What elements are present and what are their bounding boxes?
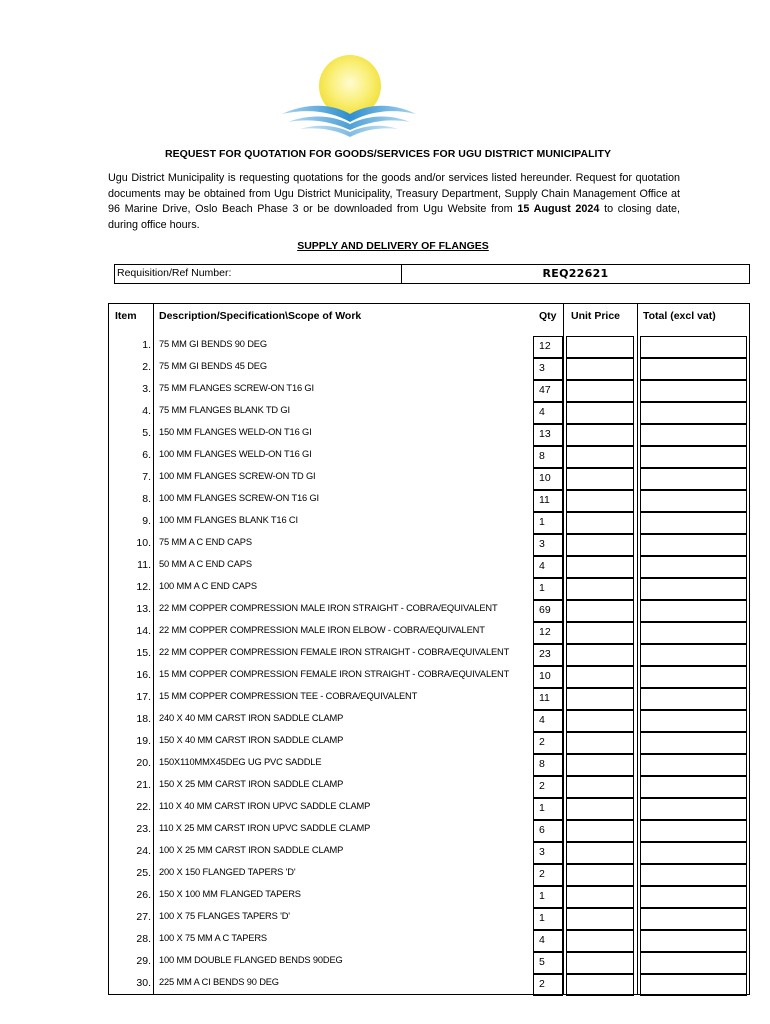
unit-price-cell-box [566, 512, 634, 534]
item-qty: 2 [539, 978, 545, 990]
item-number: 10. [136, 537, 151, 549]
item-qty: 3 [539, 846, 545, 858]
unit-price-cell-box [566, 644, 634, 666]
item-number: 11. [137, 559, 151, 571]
total-cell-box [640, 820, 747, 842]
item-qty: 4 [539, 714, 545, 726]
total-cell-box [640, 952, 747, 974]
total-cell-box [640, 644, 747, 666]
qty-cell-box [533, 820, 563, 842]
unit-price-cell-box [566, 534, 634, 556]
qty-cell-box [533, 886, 563, 908]
total-cell-box [640, 600, 747, 622]
unit-price-cell-box [566, 908, 634, 930]
intro-text: Ugu District Municipality is requesting quotations for the goods and/or services listed hereunder. Request for quotation documents may be obtained from Ugu District Municipality, Treasury Department, Supply Chain Management Office at 96 Marine Drive, Oslo Beach Phase 3 or be downloaded from Ugu Website from [108, 172, 680, 215]
item-description: 22 MM COPPER COMPRESSION MALE IRON STRAIGHT - COBRA/EQUIVALENT [159, 603, 498, 613]
item-description: 150 MM FLANGES WELD-ON T16 GI [159, 427, 312, 437]
unit-price-cell-box [566, 930, 634, 952]
total-cell-box [640, 380, 747, 402]
item-qty: 5 [539, 956, 545, 968]
item-description: 150 X 25 MM CARST IRON SADDLE CLAMP [159, 779, 344, 789]
item-qty: 8 [539, 450, 545, 462]
unit-price-cell-box [566, 710, 634, 732]
item-qty: 23 [539, 648, 551, 660]
total-cell-box [640, 468, 747, 490]
unit-price-cell-box [566, 688, 634, 710]
item-qty: 10 [539, 670, 551, 682]
item-number: 1. [142, 339, 151, 351]
qty-cell-box [533, 908, 563, 930]
item-number: 5. [142, 427, 151, 439]
qty-cell-box [533, 358, 563, 380]
item-description: 100 X 75 MM A C TAPERS [159, 933, 267, 943]
item-number: 20. [136, 757, 151, 769]
total-cell-box [640, 886, 747, 908]
unit-price-cell-box [566, 886, 634, 908]
item-qty: 12 [539, 340, 551, 352]
item-description: 100 X 25 MM CARST IRON SADDLE CLAMP [159, 845, 344, 855]
item-qty: 1 [539, 802, 545, 814]
item-description: 15 MM COPPER COMPRESSION FEMALE IRON STRAIGHT - COBRA/EQUIVALENT [159, 669, 510, 679]
qty-cell-box [533, 688, 563, 710]
item-description: 50 MM A C END CAPS [159, 559, 252, 569]
total-cell-box [640, 534, 747, 556]
item-description: 110 X 25 MM CARST IRON UPVC SADDLE CLAMP [159, 823, 371, 833]
total-cell-box [640, 732, 747, 754]
item-number: 16. [136, 669, 151, 681]
header-qty: Qty [539, 310, 557, 322]
item-qty: 13 [539, 428, 551, 440]
item-description: 150X110MMX45DEG UG PVC SADDLE [159, 757, 322, 767]
total-cell-box [640, 556, 747, 578]
qty-cell-box [533, 710, 563, 732]
total-cell-box [640, 512, 747, 534]
item-qty: 4 [539, 406, 545, 418]
unit-price-cell-box [566, 468, 634, 490]
reference-label: Requisition/Ref Number: [115, 265, 402, 283]
unit-price-cell-box [566, 776, 634, 798]
qty-cell-box [533, 468, 563, 490]
qty-cell-box [533, 842, 563, 864]
item-qty: 4 [539, 934, 545, 946]
item-description: 100 X 75 FLANGES TAPERS 'D' [159, 911, 290, 921]
qty-cell-box [533, 534, 563, 556]
total-cell-box [640, 974, 747, 996]
qty-cell-box [533, 930, 563, 952]
unit-price-cell-box [566, 974, 634, 996]
intro-date: 15 August 2024 [517, 203, 600, 215]
item-number: 26. [136, 889, 151, 901]
qty-cell-box [533, 490, 563, 512]
item-number: 22. [136, 801, 151, 813]
total-cell-box [640, 798, 747, 820]
item-description: 240 X 40 MM CARST IRON SADDLE CLAMP [159, 713, 344, 723]
item-description: 200 X 150 FLANGED TAPERS 'D' [159, 867, 296, 877]
qty-cell-box [533, 512, 563, 534]
item-qty: 1 [539, 912, 545, 924]
qty-cell-box [533, 446, 563, 468]
item-number: 3. [142, 383, 151, 395]
qty-cell-box [533, 600, 563, 622]
item-description: 75 MM GI BENDS 90 DEG [159, 339, 267, 349]
item-qty: 11 [539, 692, 550, 704]
total-cell-box [640, 446, 747, 468]
item-description: 15 MM COPPER COMPRESSION TEE - COBRA/EQUIVALENT [159, 691, 418, 701]
qty-cell-box [533, 798, 563, 820]
unit-price-cell-box [566, 578, 634, 600]
total-cell-box [640, 864, 747, 886]
item-description: 100 MM FLANGES SCREW-ON TD GI [159, 471, 316, 481]
item-qty: 1 [539, 516, 545, 528]
total-cell-box [640, 402, 747, 424]
total-cell-box [640, 622, 747, 644]
total-cell-box [640, 490, 747, 512]
qty-cell-box [533, 402, 563, 424]
item-description: 100 MM FLANGES WELD-ON T16 GI [159, 449, 312, 459]
item-number: 18. [136, 713, 151, 725]
unit-price-cell-box [566, 842, 634, 864]
item-description: 22 MM COPPER COMPRESSION MALE IRON ELBOW - COBRA/EQUIVALENT [159, 625, 485, 635]
ugu-logo [278, 52, 420, 142]
item-number: 9. [142, 515, 151, 527]
qty-cell-box [533, 556, 563, 578]
unit-price-cell-box [566, 490, 634, 512]
qty-cell-box [533, 754, 563, 776]
item-qty: 1 [539, 890, 545, 902]
item-qty: 12 [539, 626, 551, 638]
total-cell-box [640, 578, 747, 600]
header-total: Total (excl vat) [643, 310, 716, 322]
total-cell-box [640, 930, 747, 952]
document-title: REQUEST FOR QUOTATION FOR GOODS/SERVICES FOR UGU DISTRICT MUNICIPALITY [164, 148, 612, 160]
qty-cell-box [533, 622, 563, 644]
item-description: 75 MM FLANGES BLANK TD GI [159, 405, 290, 415]
item-number: 8. [142, 493, 151, 505]
item-qty: 2 [539, 736, 545, 748]
header-unit-price: Unit Price [571, 310, 621, 322]
total-cell-box [640, 776, 747, 798]
unit-price-cell-box [566, 600, 634, 622]
item-number: 28. [136, 933, 151, 945]
item-number: 12. [136, 581, 151, 593]
item-number: 24. [136, 845, 151, 857]
unit-price-cell-box [566, 754, 634, 776]
item-description: 22 MM COPPER COMPRESSION FEMALE IRON STRAIGHT - COBRA/EQUIVALENT [159, 647, 510, 657]
item-description: 110 X 40 MM CARST IRON UPVC SADDLE CLAMP [159, 801, 371, 811]
qty-cell-box [533, 974, 563, 996]
total-cell-box [640, 336, 747, 358]
unit-price-cell-box [566, 336, 634, 358]
reference-table [114, 264, 750, 284]
qty-cell-box [533, 666, 563, 688]
header-description: Description/Specification\Scope of Work [159, 310, 362, 322]
item-number: 4. [142, 405, 151, 417]
item-qty: 11 [539, 494, 550, 506]
intro-end: to closing date, during office hours. [108, 203, 680, 231]
unit-price-cell-box [566, 380, 634, 402]
table-header-row [109, 304, 749, 336]
item-description: 100 MM FLANGES BLANK T16 CI [159, 515, 298, 525]
item-qty: 2 [539, 868, 545, 880]
item-description: 150 X 100 MM FLANGED TAPERS [159, 889, 301, 899]
unit-price-cell-box [566, 952, 634, 974]
total-cell-box [640, 754, 747, 776]
qty-cell-box [533, 776, 563, 798]
item-number: 17. [136, 691, 151, 703]
unit-price-cell-box [566, 798, 634, 820]
unit-price-cell-box [566, 820, 634, 842]
item-qty: 69 [539, 604, 551, 616]
item-qty: 3 [539, 362, 545, 374]
unit-price-cell-box [566, 622, 634, 644]
item-description: 150 X 40 MM CARST IRON SADDLE CLAMP [159, 735, 344, 745]
item-number: 2. [142, 361, 151, 373]
qty-cell-box [533, 424, 563, 446]
unit-price-cell-box [566, 666, 634, 688]
item-qty: 8 [539, 758, 545, 770]
total-cell-box [640, 688, 747, 710]
section-subtitle: SUPPLY AND DELIVERY OF FLANGES [297, 240, 489, 252]
item-qty: 2 [539, 780, 545, 792]
item-description: 75 MM GI BENDS 45 DEG [159, 361, 267, 371]
total-cell-box [640, 358, 747, 380]
item-description: 75 MM A C END CAPS [159, 537, 252, 547]
item-description: 100 MM DOUBLE FLANGED BENDS 90DEG [159, 955, 343, 965]
item-number: 19. [136, 735, 151, 747]
item-qty: 3 [539, 538, 545, 550]
item-number: 14. [136, 625, 151, 637]
total-cell-box [640, 710, 747, 732]
item-qty: 6 [539, 824, 545, 836]
item-number: 27. [136, 911, 151, 923]
item-number: 13. [136, 603, 151, 615]
unit-price-cell-box [566, 358, 634, 380]
item-number: 23. [136, 823, 151, 835]
item-number: 25. [136, 867, 151, 879]
total-cell-box [640, 842, 747, 864]
item-number: 30. [136, 977, 151, 989]
item-number: 7. [142, 471, 151, 483]
item-qty: 10 [539, 472, 551, 484]
item-number: 21. [136, 779, 151, 791]
item-number: 29. [136, 955, 151, 967]
item-qty: 47 [539, 384, 551, 396]
intro-paragraph [108, 171, 680, 233]
qty-cell-box [533, 644, 563, 666]
unit-price-cell-box [566, 446, 634, 468]
total-cell-box [640, 666, 747, 688]
qty-cell-box [533, 336, 563, 358]
total-cell-box [640, 424, 747, 446]
item-qty: 1 [539, 582, 545, 594]
items-table [108, 303, 750, 995]
total-cell-box [640, 908, 747, 930]
unit-price-cell-box [566, 424, 634, 446]
item-description: 100 MM FLANGES SCREW-ON T16 GI [159, 493, 319, 503]
qty-cell-box [533, 864, 563, 886]
unit-price-cell-box [566, 732, 634, 754]
item-number: 15. [136, 647, 151, 659]
item-qty: 4 [539, 560, 545, 572]
unit-price-cell-box [566, 556, 634, 578]
unit-price-cell-box [566, 864, 634, 886]
unit-price-cell-box [566, 402, 634, 424]
item-description: 225 MM A CI BENDS 90 DEG [159, 977, 279, 987]
qty-cell-box [533, 380, 563, 402]
header-item: Item [115, 310, 137, 322]
item-description: 75 MM FLANGES SCREW-ON T16 GI [159, 383, 314, 393]
qty-cell-box [533, 952, 563, 974]
item-number: 6. [142, 449, 151, 461]
item-description: 100 MM A C END CAPS [159, 581, 257, 591]
qty-cell-box [533, 732, 563, 754]
qty-cell-box [533, 578, 563, 600]
reference-value: REQ22621 [542, 267, 609, 280]
